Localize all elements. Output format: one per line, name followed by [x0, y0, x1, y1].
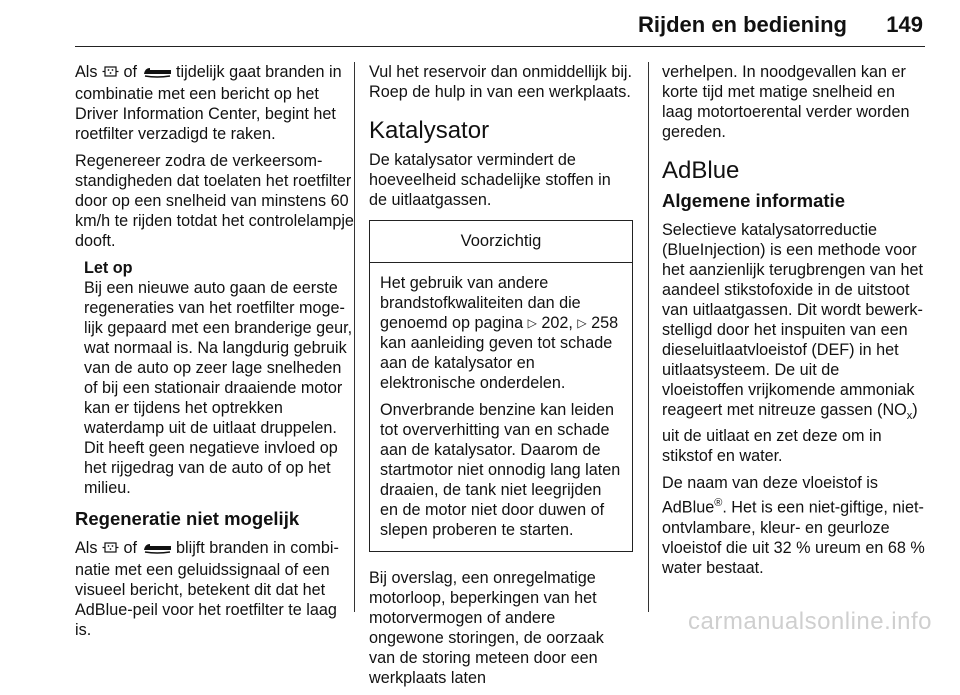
paragraph: Bij overslag, een onregelmatige motorloop, beperkingen van het motorvermogen of andere ongewone storingen, de oorzaak van de storing meteen door een werkplaats laten [369, 569, 604, 687]
section-title: Katalysator [369, 117, 490, 144]
adblue-icon [142, 540, 172, 560]
page-title: Rijden en bediening [637, 12, 847, 37]
page-reference-arrow-icon: ▷ [577, 316, 587, 330]
warning-body [370, 263, 632, 551]
page-header [75, 0, 925, 47]
column-1 [75, 62, 355, 647]
column-3 [662, 62, 925, 585]
paragraph: Als of tijdelijk gaat branden in combinatie met een bericht op het Driver Information Center, begint het roetfilter verzadigd te raken. [75, 63, 342, 143]
column-2 [369, 62, 633, 695]
paragraph: De naam van deze vloeistof is AdBlue®. Het is een niet-giftige, niet-ontvlambare, kleur- en geurloze vloeistof die uit 32 % ureum en 68 % water bestaat. [662, 474, 925, 577]
subheading: Algemene informatie [662, 190, 845, 211]
paragraph: De katalysator vermindert de hoeveelheid schadelijke stoffen in de uitlaatgassen. [369, 151, 611, 209]
adblue-icon [142, 64, 172, 84]
column-divider [648, 62, 649, 612]
diesel-particulate-filter-icon [102, 64, 119, 84]
paragraph: Vul het reservoir dan onmiddellijk bij. Roep de hulp in van een werkplaats. [369, 63, 633, 101]
paragraph: Als of blijft branden in combinatie met een geluidssignaal of een visueel bericht, betekent dit dat het AdBlue-peil voor het roetfilter te laag is. [75, 539, 339, 639]
note [84, 258, 355, 498]
page-reference-link[interactable]: 258 [591, 314, 619, 332]
section-title: AdBlue [662, 157, 740, 184]
paragraph: Onverbrande benzine kan leiden tot oververhitting van en schade aan de katalysator. Daarom de startmotor niet onnodig lang laten draaien, de tank niet leegrijden en de motor niet door duwen of slepen proberen te starten. [380, 401, 621, 539]
note-text: Bij een nieuwe auto gaan de eerste regeneraties van het roetfilter mogelijk gepaard met een branderige geur, wat normaal is. Na langdurig gebruik van de auto op zeer lage snelheden of bij een stationair draaiende motor kan er tijdens het optrekken waterdamp uit de uitlaat druppelen. Dit heeft geen negatieve invloed op het rijgedrag van de auto of op het milieu. [84, 279, 353, 497]
warning-box [369, 220, 633, 552]
diesel-particulate-filter-icon [102, 540, 119, 560]
paragraph: Het gebruik van andere brandstofkwaliteiten dan die genoemd op pagina ▷ 202, ▷ 258 kan aanleiding geven tot schade aan de katalysator en elektronische onderdelen. [380, 274, 619, 392]
subheading: Regeneratie niet mogelijk [75, 508, 300, 529]
paragraph: Regenereer zodra de verkeersomstandigheden dat toelaten het roetfilter door op een snelheid van minstens 60 km/h te rijden totdat het controlelampje dooft. [75, 152, 354, 250]
page-reference-link[interactable]: 202 [541, 314, 569, 332]
warning-title: Voorzichtig [370, 221, 632, 263]
paragraph: verhelpen. In noodgevallen kan er korte tijd met matige snelheid en laag motortoerental verder worden gereden. [662, 63, 910, 141]
page-number: 149 [886, 12, 923, 37]
page-reference-arrow-icon: ▷ [527, 316, 537, 330]
note-title: Let op [84, 259, 133, 277]
paragraph: Selectieve katalysatorreductie (BlueInjection) is een methode voor het aanzienlijk terugbrengen van het aandeel stikstofoxide in de uitstoot van uitlaatgassen. Dit wordt bewerkstelligd door het inspuiten van een dieseluitlaatvloeistof (DEF) in het uitlaatsysteem. De uit de vloeistoffen vrijkomende ammoniak reageert met nitreuze gassen $(NO_x)$ uit de uitlaat en zet deze om in stikstof en water. [662, 221, 923, 466]
watermark: carmanualsonline.info [688, 608, 932, 635]
